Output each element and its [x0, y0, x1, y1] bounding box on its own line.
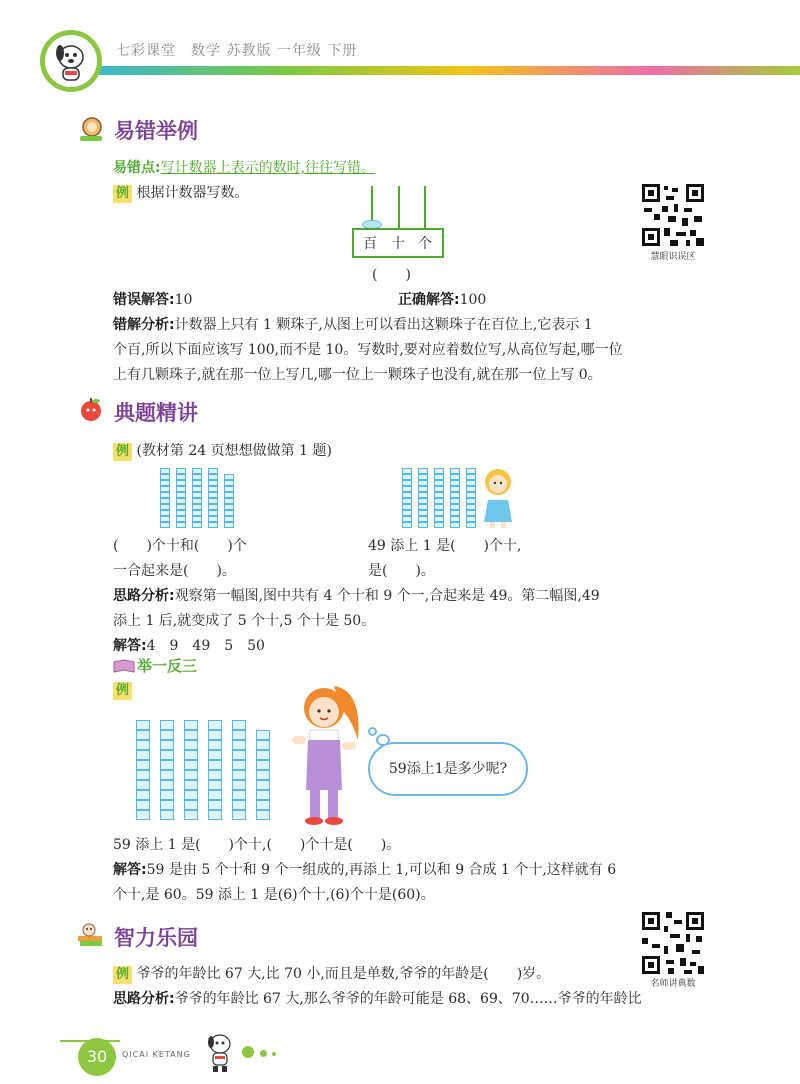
wrong-answer-label: 错误解答: [113, 292, 175, 308]
ten-rod-cube [402, 468, 412, 474]
section-title-puzzle: 智力乐园 [114, 926, 198, 950]
ten-rod-cube [160, 492, 170, 498]
ten-rod-cube [466, 504, 476, 510]
correct-answer-label: 正确解答: [398, 292, 460, 308]
ten-rod-cube [176, 492, 186, 498]
ten-rod-cube [208, 760, 222, 770]
ten-rod-cube [208, 504, 218, 510]
qr-code-icon[interactable] [640, 182, 706, 248]
unit-cube [224, 510, 234, 516]
ten-rod-cube [160, 810, 174, 820]
ten-rod-cube [434, 522, 444, 528]
ten-rod-cube [208, 780, 222, 790]
header-series-title: 七彩课堂 数学 苏教版 一年级 下册 [116, 43, 358, 59]
ten-rod-cube [208, 740, 222, 750]
ten-rod-cube [208, 474, 218, 480]
girl-thinking-icon [282, 680, 368, 826]
ten-rod-cube [232, 800, 246, 810]
ten-rod-cube [402, 480, 412, 486]
ten-rod-cube [434, 498, 444, 504]
ten-rod-cube [176, 504, 186, 510]
abacus-base [352, 228, 444, 258]
header-mascot-badge [40, 30, 102, 92]
unit-cube [224, 522, 234, 528]
ten-rod-cube [184, 800, 198, 810]
ten-rod-cube [160, 516, 170, 522]
wrong-answer-line [113, 288, 192, 312]
footer-brand: QICAI KETANG [122, 1050, 191, 1059]
puzzle-question: 爷爷的年龄比 67 大,比 70 小,而且是单数,爷爷的年龄是( )岁。 [136, 966, 551, 982]
thought-bubble-dot-small [368, 727, 377, 736]
ten-rod-cube [208, 516, 218, 522]
abacus-label-hundreds: 百 [363, 236, 377, 252]
ten-rod-cube [466, 480, 476, 486]
ten-rod-cube [232, 790, 246, 800]
ten-rod-cube [192, 492, 202, 498]
ten-rod-cube [208, 730, 222, 740]
ten-rod-cube [136, 780, 150, 790]
example-line-1 [113, 181, 248, 205]
ten-rod-cube [208, 510, 218, 516]
ten-rod-cube [418, 480, 428, 486]
ten-rod-cube [176, 510, 186, 516]
ten-rod-cube [184, 790, 198, 800]
example-badge: 例 [113, 443, 132, 461]
extend-answer-line-2: 个十,是 60。59 添上 1 是(6)个十,(6)个十是(60)。 [113, 887, 435, 903]
qr-code-icon[interactable] [640, 910, 706, 976]
unit-cube [256, 760, 270, 770]
ten-rod-cube [160, 486, 170, 492]
ten-rod-cube [402, 510, 412, 516]
right-question-line-2: 是( )。 [368, 563, 435, 579]
ten-rod-cube [402, 474, 412, 480]
typical-analysis-line-2: 添上 1 后,就变成了 5 个十,5 个十是 50。 [113, 613, 376, 629]
abacus-rod-ones [424, 186, 426, 230]
girl-illustration-large [282, 680, 368, 830]
ten-rod-cube [434, 474, 444, 480]
typical-analysis-line-1 [113, 584, 600, 608]
unit-cube [224, 504, 234, 510]
unit-cube [256, 790, 270, 800]
error-point-label: 易错点: [113, 160, 161, 176]
ten-rod-cube [450, 498, 460, 504]
unit-cube [256, 810, 270, 820]
ten-rod-cube [418, 498, 428, 504]
unit-cube [224, 480, 234, 486]
mistake-analysis-line-1 [113, 313, 593, 337]
ten-rod-cube [402, 522, 412, 528]
correct-answer-value: 100 [459, 292, 487, 308]
ten-rod-cube [192, 486, 202, 492]
ten-rod-cube [434, 468, 444, 474]
ten-rod-cube [466, 510, 476, 516]
magnifier-boy-icon [76, 116, 106, 142]
unit-cube [224, 516, 234, 522]
ten-rod-cube [192, 468, 202, 474]
ten-rod-cube [208, 480, 218, 486]
typical-answer-value: 4 9 49 5 50 [146, 638, 265, 654]
ten-rod-cube [208, 486, 218, 492]
abacus-label-tens: 十 [391, 236, 405, 252]
ten-rod-cube [136, 800, 150, 810]
ten-rod-cube [192, 498, 202, 504]
qr-label-puzzle: 名师讲典数 [650, 979, 696, 989]
ten-rod-cube [136, 720, 150, 730]
ten-rod-cube [418, 510, 428, 516]
extend-answer-line-1 [113, 858, 616, 882]
books-mascot-icon [76, 922, 106, 948]
ten-rod-cube [466, 522, 476, 528]
example-text: 根据计数器写数。 [136, 185, 249, 201]
ten-rod-cube [418, 468, 428, 474]
ten-rod-cube [192, 504, 202, 510]
footer-dot-medium [260, 1050, 267, 1057]
ten-rod-cube [232, 750, 246, 760]
apple-mascot-icon [76, 397, 106, 423]
ten-rod-cube [450, 480, 460, 486]
unit-cube [224, 474, 234, 480]
ten-rod-cube [466, 468, 476, 474]
typical-answer-label: 解答: [113, 638, 147, 654]
unit-cube [256, 750, 270, 760]
ten-rod-cube [184, 760, 198, 770]
right-question-line-1: 49 添上 1 是( )个十, [368, 538, 522, 554]
ten-rod-cube [402, 492, 412, 498]
ten-rod-cube [160, 480, 170, 486]
section-typical-icon [76, 397, 106, 427]
ten-rod-cube [402, 504, 412, 510]
ten-rod-cube [434, 516, 444, 522]
ten-rod-cube [192, 522, 202, 528]
ten-rod-cube [450, 474, 460, 480]
ten-rod-cube [176, 498, 186, 504]
ten-rod-cube [176, 486, 186, 492]
ten-rod-cube [208, 468, 218, 474]
footer-dot-large [242, 1046, 254, 1058]
ten-rod-cube [160, 780, 174, 790]
footer-dot-small [272, 1052, 276, 1056]
ten-rod-cube [160, 522, 170, 528]
example-badge: 例 [113, 966, 132, 984]
ten-rod-cube [208, 498, 218, 504]
answer-blank: ( ) [372, 267, 411, 283]
ten-rod-cube [466, 492, 476, 498]
section-mistakes-icon [76, 116, 106, 146]
extend-answer-text-1: 59 是由 5 个十和 9 个一组成的,再添上 1,可以和 9 合成 1 个十,这样就有 6 [146, 862, 617, 878]
ten-rod-cube [402, 486, 412, 492]
ten-rod-cube [192, 480, 202, 486]
abacus-diagram [352, 186, 444, 260]
left-question-line-1: ( )个十和( )个 [113, 538, 247, 554]
dog-mascot-icon [200, 1030, 240, 1074]
ten-rod-cube [136, 790, 150, 800]
ten-rod-cube [184, 740, 198, 750]
girl-icon [476, 466, 520, 528]
unit-cube [224, 492, 234, 498]
puzzle-analysis-label: 思路分析: [113, 991, 175, 1007]
ten-rod-cube [418, 504, 428, 510]
ten-rod-cube [160, 504, 170, 510]
section-puzzle-icon [76, 922, 106, 952]
cube-group-49 [160, 466, 250, 528]
ten-rod-cube [466, 516, 476, 522]
abacus-rod-tens [398, 186, 400, 230]
error-point-line [113, 156, 375, 180]
ten-rod-cube [232, 730, 246, 740]
ten-rod-cube [450, 492, 460, 498]
section-title-typical: 典题精讲 [114, 401, 198, 425]
ten-rod-cube [208, 790, 222, 800]
ten-rod-cube [160, 800, 174, 810]
ten-rod-cube [450, 510, 460, 516]
ten-rod-cube [402, 498, 412, 504]
ten-rod-cube [232, 770, 246, 780]
qr-label-mistakes: 慧眼识误区 [650, 252, 696, 262]
page-number: 30 [78, 1038, 116, 1076]
unit-cube [224, 486, 234, 492]
ten-rod-cube [418, 474, 428, 480]
header-color-bar [60, 66, 800, 75]
unit-cube [256, 740, 270, 750]
ten-rod-cube [176, 516, 186, 522]
typical-example-ref: (教材第 24 页想想做做第 1 题) [136, 443, 332, 459]
puzzle-question-line [113, 962, 550, 986]
ten-rod-cube [184, 810, 198, 820]
ten-rod-cube [160, 510, 170, 516]
ten-rod-cube [184, 750, 198, 760]
unit-cube [256, 800, 270, 810]
left-question-line-2: 一合起来是( )。 [113, 563, 236, 579]
ten-rod-cube [176, 522, 186, 528]
ten-rod-cube [208, 720, 222, 730]
extend-answer-label: 解答: [113, 862, 147, 878]
ten-rod-cube [136, 730, 150, 740]
ten-rod-cube [450, 516, 460, 522]
error-point-text: 写计数器上表示的数时,往往写错。 [160, 160, 376, 176]
book-icon [113, 659, 135, 673]
ten-rod-cube [208, 800, 222, 810]
extend-question: 59 添上 1 是( )个十,( )个十是( )。 [113, 837, 401, 853]
example-badge: 例 [113, 682, 132, 700]
cube-group-59 [136, 716, 276, 820]
ten-rod-cube [232, 810, 246, 820]
ten-rod-cube [466, 486, 476, 492]
thought-bubble: 59添上1是多少呢? [368, 742, 528, 796]
typical-analysis-text-1: 观察第一幅图,图中共有 4 个十和 9 个一,合起来是 49。第二幅图,49 [174, 588, 600, 604]
ten-rod-cube [450, 486, 460, 492]
ten-rod-cube [176, 474, 186, 480]
ten-rod-cube [418, 516, 428, 522]
ten-rod-cube [184, 720, 198, 730]
ten-rod-cube [160, 740, 174, 750]
ten-rod-cube [160, 498, 170, 504]
wrong-answer-value: 10 [174, 292, 193, 308]
typical-analysis-label: 思路分析: [113, 588, 175, 604]
ten-rod-cube [434, 492, 444, 498]
ten-rod-cube [434, 486, 444, 492]
abacus-label-ones: 个 [418, 236, 432, 252]
correct-answer-line [398, 288, 486, 312]
ten-rod-cube [160, 474, 170, 480]
puzzle-analysis-line [113, 987, 642, 1011]
ten-rod-cube [136, 740, 150, 750]
ten-rod-cube [450, 504, 460, 510]
ten-rod-cube [466, 474, 476, 480]
example-badge: 例 [113, 185, 132, 203]
unit-cube [256, 730, 270, 740]
ten-rod-cube [192, 474, 202, 480]
subsection-title-extend: 举一反三 [137, 657, 198, 675]
ten-rod-cube [434, 510, 444, 516]
ten-rod-cube [208, 810, 222, 820]
ten-rod-cube [232, 760, 246, 770]
ten-rod-cube [136, 750, 150, 760]
ten-rod-cube [136, 810, 150, 820]
ten-rod-cube [232, 780, 246, 790]
ten-rod-cube [176, 480, 186, 486]
ten-rod-cube [136, 770, 150, 780]
ten-rod-cube [160, 730, 174, 740]
puzzle-analysis-text: 爷爷的年龄比 67 大,那么爷爷的年龄可能是 68、69、70……爷爷的年龄比 [174, 991, 642, 1007]
ten-rod-cube [192, 516, 202, 522]
ten-rod-cube [160, 750, 174, 760]
ten-rod-cube [434, 480, 444, 486]
ten-rod-cube [184, 770, 198, 780]
ten-rod-cube [402, 516, 412, 522]
ten-rod-cube [176, 468, 186, 474]
dog-mascot-icon [45, 35, 97, 87]
ten-rod-cube [434, 504, 444, 510]
mistake-analysis-line-3: 上有几颗珠子,就在那一位上写几,哪一位上一颗珠子也没有,就在那一位上写 0。 [113, 367, 602, 383]
ten-rod-cube [184, 730, 198, 740]
unit-cube [256, 770, 270, 780]
ten-rod-cube [450, 522, 460, 528]
cube-group-50 [402, 466, 482, 528]
ten-rod-cube [160, 468, 170, 474]
ten-rod-cube [160, 760, 174, 770]
ten-rod-cube [208, 750, 222, 760]
ten-rod-cube [184, 780, 198, 790]
ten-rod-cube [192, 510, 202, 516]
mistake-analysis-line-2: 个百,所以下面应该写 100,而不是 10。写数时,要对应着数位写,从高位写起,哪一位 [113, 342, 623, 358]
ten-rod-cube [418, 486, 428, 492]
ten-rod-cube [466, 498, 476, 504]
ten-rod-cube [160, 720, 174, 730]
ten-rod-cube [208, 492, 218, 498]
extend-example-line [113, 678, 132, 702]
subsection-extend-icon [113, 658, 135, 677]
mistake-analysis-label: 错解分析: [113, 317, 175, 333]
section-title-mistakes: 易错举例 [114, 119, 198, 143]
ten-rod-cube [208, 522, 218, 528]
ten-rod-cube [160, 770, 174, 780]
unit-cube [256, 780, 270, 790]
ten-rod-cube [450, 468, 460, 474]
mistake-analysis-text-1: 计数器上只有 1 颗珠子,从图上可以看出这颗珠子在百位上,它表示 1 [174, 317, 593, 333]
ten-rod-cube [136, 760, 150, 770]
footer-mascot [200, 1030, 240, 1078]
unit-cube [224, 498, 234, 504]
ten-rod-cube [232, 720, 246, 730]
ten-rod-cube [418, 522, 428, 528]
ten-rod-cube [160, 790, 174, 800]
girl-illustration [476, 466, 520, 532]
ten-rod-cube [208, 770, 222, 780]
ten-rod-cube [418, 492, 428, 498]
typical-example-line [113, 439, 332, 463]
ten-rod-cube [232, 740, 246, 750]
